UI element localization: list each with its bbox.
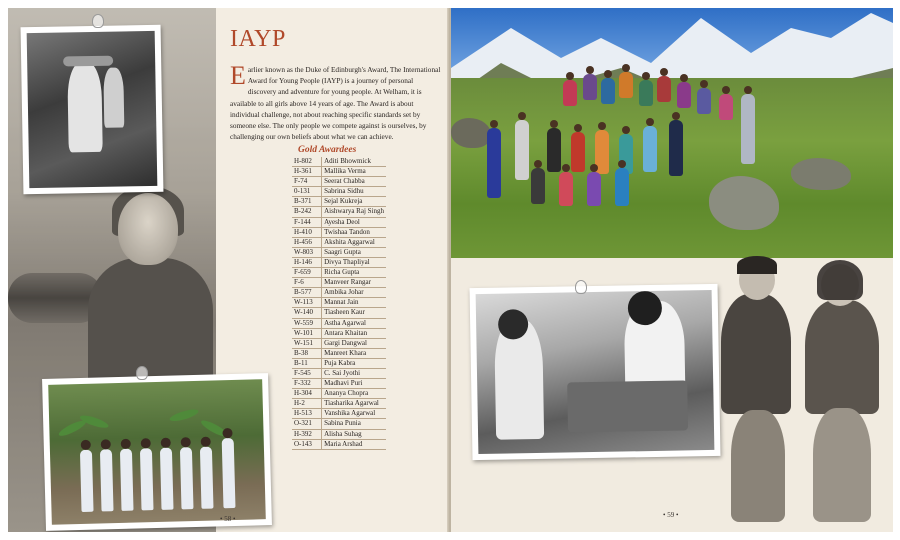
awardee-code: H-802 bbox=[292, 157, 322, 167]
awardee-name: Aditi Bhowmick bbox=[322, 157, 386, 167]
page-number-left: • 58 • bbox=[220, 515, 236, 523]
awardee-code: B-577 bbox=[292, 288, 322, 298]
awardee-code: H-146 bbox=[292, 257, 322, 267]
awardee-name: Puja Kabra bbox=[322, 358, 386, 368]
awardee-code: H-513 bbox=[292, 409, 322, 419]
awardee-code: H-456 bbox=[292, 237, 322, 247]
harvest-group-photo bbox=[42, 373, 272, 531]
paperclip-icon bbox=[136, 366, 148, 380]
awardee-code: W-803 bbox=[292, 247, 322, 257]
awardee-row bbox=[292, 439, 386, 449]
student-figure bbox=[180, 447, 194, 509]
awardee-name: Vanshika Agarwal bbox=[322, 409, 386, 419]
awardee-code: H-304 bbox=[292, 389, 322, 399]
awardee-row bbox=[292, 237, 386, 247]
page-number-right: • 59 • bbox=[663, 511, 679, 519]
awardee-name: Manreet Khara bbox=[322, 348, 386, 358]
awardee-name: Astha Agarwal bbox=[322, 318, 386, 328]
carried-pipe bbox=[63, 56, 113, 67]
awardee-row bbox=[292, 368, 386, 378]
paperclip-icon bbox=[575, 280, 587, 294]
hiker-figure bbox=[697, 88, 711, 114]
awardee-code: F-6 bbox=[292, 278, 322, 288]
awardee-code: B-371 bbox=[292, 197, 322, 207]
hiker-figure bbox=[559, 172, 573, 206]
student-figure bbox=[222, 438, 236, 508]
awardee-row bbox=[292, 389, 386, 399]
awardee-name: Alisha Suhag bbox=[322, 429, 386, 439]
awardee-code: F-144 bbox=[292, 217, 322, 227]
awardee-name: Mannat Jain bbox=[322, 298, 386, 308]
left-page bbox=[8, 8, 448, 532]
awardee-name: Sabrina Sidhu bbox=[322, 187, 386, 197]
student-figure bbox=[140, 448, 154, 510]
awardee-row bbox=[292, 247, 386, 257]
hiker-figure bbox=[571, 132, 585, 172]
awardee-code: F-332 bbox=[292, 379, 322, 389]
hiker-figure bbox=[639, 80, 653, 106]
awardee-row bbox=[292, 429, 386, 439]
awardee-row bbox=[292, 419, 386, 429]
field-work-photo bbox=[470, 284, 721, 460]
portrait-face bbox=[118, 193, 178, 265]
mountain-group-photo bbox=[451, 8, 893, 258]
awardee-code: H-2 bbox=[292, 399, 322, 409]
awardee-name: Gargi Dangwal bbox=[322, 338, 386, 348]
awardee-row bbox=[292, 157, 386, 167]
awardee-row bbox=[292, 197, 386, 207]
hiker-figure bbox=[657, 76, 671, 102]
awardee-code: H-392 bbox=[292, 429, 322, 439]
awardee-name: Madhavi Puri bbox=[322, 379, 386, 389]
awardee-name: Ambika Johar bbox=[322, 288, 386, 298]
intro-paragraph bbox=[230, 61, 442, 142]
hiker-figure bbox=[619, 72, 633, 98]
hiker-figure bbox=[669, 120, 683, 176]
hiker-hair bbox=[817, 260, 863, 300]
awardee-code: F-74 bbox=[292, 177, 322, 187]
awardee-row bbox=[292, 298, 386, 308]
awardee-row bbox=[292, 207, 386, 217]
student-figure bbox=[160, 448, 174, 510]
awardee-row bbox=[292, 318, 386, 328]
gold-awardees-table bbox=[292, 157, 386, 450]
awardee-name: Richa Gupta bbox=[322, 268, 386, 278]
awardee-row bbox=[292, 409, 386, 419]
awardee-row bbox=[292, 278, 386, 288]
walker-figure bbox=[103, 67, 124, 127]
boulder bbox=[451, 118, 491, 148]
portrait-torso bbox=[88, 258, 213, 388]
awardee-name: Maria Arshad bbox=[322, 439, 386, 449]
awardee-code: F-659 bbox=[292, 268, 322, 278]
awardee-code: W-101 bbox=[292, 328, 322, 338]
awardee-name: Divya Thapliyal bbox=[322, 257, 386, 267]
awardee-code: 0-131 bbox=[292, 187, 322, 197]
awardee-name: Antara Khaitan bbox=[322, 328, 386, 338]
awardee-name: Manveer Rangar bbox=[322, 278, 386, 288]
forest-walk-photo bbox=[21, 25, 164, 194]
hiker-figure bbox=[615, 168, 629, 206]
awardee-code: W-559 bbox=[292, 318, 322, 328]
awardee-code: H-410 bbox=[292, 227, 322, 237]
awardee-row bbox=[292, 328, 386, 338]
awardee-row bbox=[292, 177, 386, 187]
right-page bbox=[451, 8, 893, 532]
awardee-name: Sabina Punia bbox=[322, 419, 386, 429]
awardee-row bbox=[292, 338, 386, 348]
awardee-name: Tiasharika Agarwal bbox=[322, 399, 386, 409]
hiker-figure bbox=[643, 126, 657, 172]
hiker-figure bbox=[583, 74, 597, 100]
awardee-code: B-38 bbox=[292, 348, 322, 358]
awardee-code: B-11 bbox=[292, 358, 322, 368]
awardee-name: Mallika Verma bbox=[322, 167, 386, 177]
walker-figure bbox=[67, 62, 103, 153]
drop-cap: E bbox=[230, 61, 246, 90]
awardee-row bbox=[292, 379, 386, 389]
awardee-row bbox=[292, 217, 386, 227]
awardee-code: H-361 bbox=[292, 167, 322, 177]
student-figure bbox=[120, 449, 134, 511]
awardee-row bbox=[292, 308, 386, 318]
hiker-figure bbox=[515, 120, 529, 180]
student-figure bbox=[100, 449, 114, 511]
student-figure bbox=[200, 447, 214, 509]
awardee-row bbox=[292, 227, 386, 237]
forest-walk-image bbox=[27, 31, 158, 188]
field-work-image bbox=[476, 290, 715, 454]
awardee-row bbox=[292, 288, 386, 298]
awardee-row bbox=[292, 268, 386, 278]
awardee-name: Seerat Chabba bbox=[322, 177, 386, 187]
awardee-code: O-321 bbox=[292, 419, 322, 429]
hiker-figure bbox=[487, 128, 501, 198]
awardee-code: O-143 bbox=[292, 439, 322, 449]
hiker-figure bbox=[547, 128, 561, 172]
hiker-torso bbox=[721, 294, 791, 414]
leaf-shape bbox=[79, 413, 110, 430]
student-figure bbox=[80, 450, 94, 512]
hiker-figure bbox=[677, 82, 691, 108]
awardee-name: Twishaa Tandon bbox=[322, 227, 386, 237]
awardee-code: W-140 bbox=[292, 308, 322, 318]
hiker-figure bbox=[741, 94, 755, 164]
awardee-code: W-113 bbox=[292, 298, 322, 308]
awardee-code: F-545 bbox=[292, 368, 322, 378]
intro-text: arlier known as the Duke of Edinburgh's Award, The International Award for Young People (IAYP) is a journey of personal discovery and adventure for young people. At Welham, it is available to all girls above 14 years of age. The Award is about individual challenge, not about reaching specific standards set by someone else. The only people we compete against is ourselves, by challenging our own beliefs about what we can achieve. bbox=[230, 65, 441, 142]
hiker-figure bbox=[601, 78, 615, 104]
awardee-name: Sejal Kukreja bbox=[322, 197, 386, 207]
awardee-name: Saagri Gupta bbox=[322, 247, 386, 257]
hiker-legs bbox=[731, 410, 785, 522]
page-title: IAYP bbox=[230, 26, 286, 52]
hiker-figure bbox=[531, 168, 545, 204]
hiker-legs bbox=[813, 408, 871, 522]
awardee-row bbox=[292, 348, 386, 358]
awardee-code: W-151 bbox=[292, 338, 322, 348]
awardee-name: Ananya Chopra bbox=[322, 389, 386, 399]
awardee-row bbox=[292, 257, 386, 267]
boulder bbox=[791, 158, 851, 190]
awardee-row bbox=[292, 358, 386, 368]
stone-wall bbox=[567, 380, 688, 432]
gold-awardees-heading: Gold Awardees bbox=[298, 145, 357, 155]
awardee-row bbox=[292, 399, 386, 409]
awardee-row bbox=[292, 167, 386, 177]
hiker-figure bbox=[587, 172, 601, 206]
paperclip-icon bbox=[92, 14, 104, 28]
awardee-name: Aishwarya Raj Singh bbox=[322, 207, 386, 217]
awardee-name: C. Sai Jyothi bbox=[322, 368, 386, 378]
awardee-row bbox=[292, 187, 386, 197]
awardee-code: B-242 bbox=[292, 207, 322, 217]
hiker-hair bbox=[737, 256, 777, 274]
awardee-name: Tiasheen Kaur bbox=[322, 308, 386, 318]
leaf-shape bbox=[169, 407, 200, 423]
awardee-name: Ayesha Deol bbox=[322, 217, 386, 227]
awardee-name: Akshita Aggarwal bbox=[322, 237, 386, 247]
two-hikers-cutout bbox=[709, 250, 893, 532]
harvest-group-image bbox=[48, 379, 266, 525]
hiker-torso bbox=[805, 300, 879, 414]
hiker-figure bbox=[563, 80, 577, 106]
hiker-figure bbox=[719, 94, 733, 120]
